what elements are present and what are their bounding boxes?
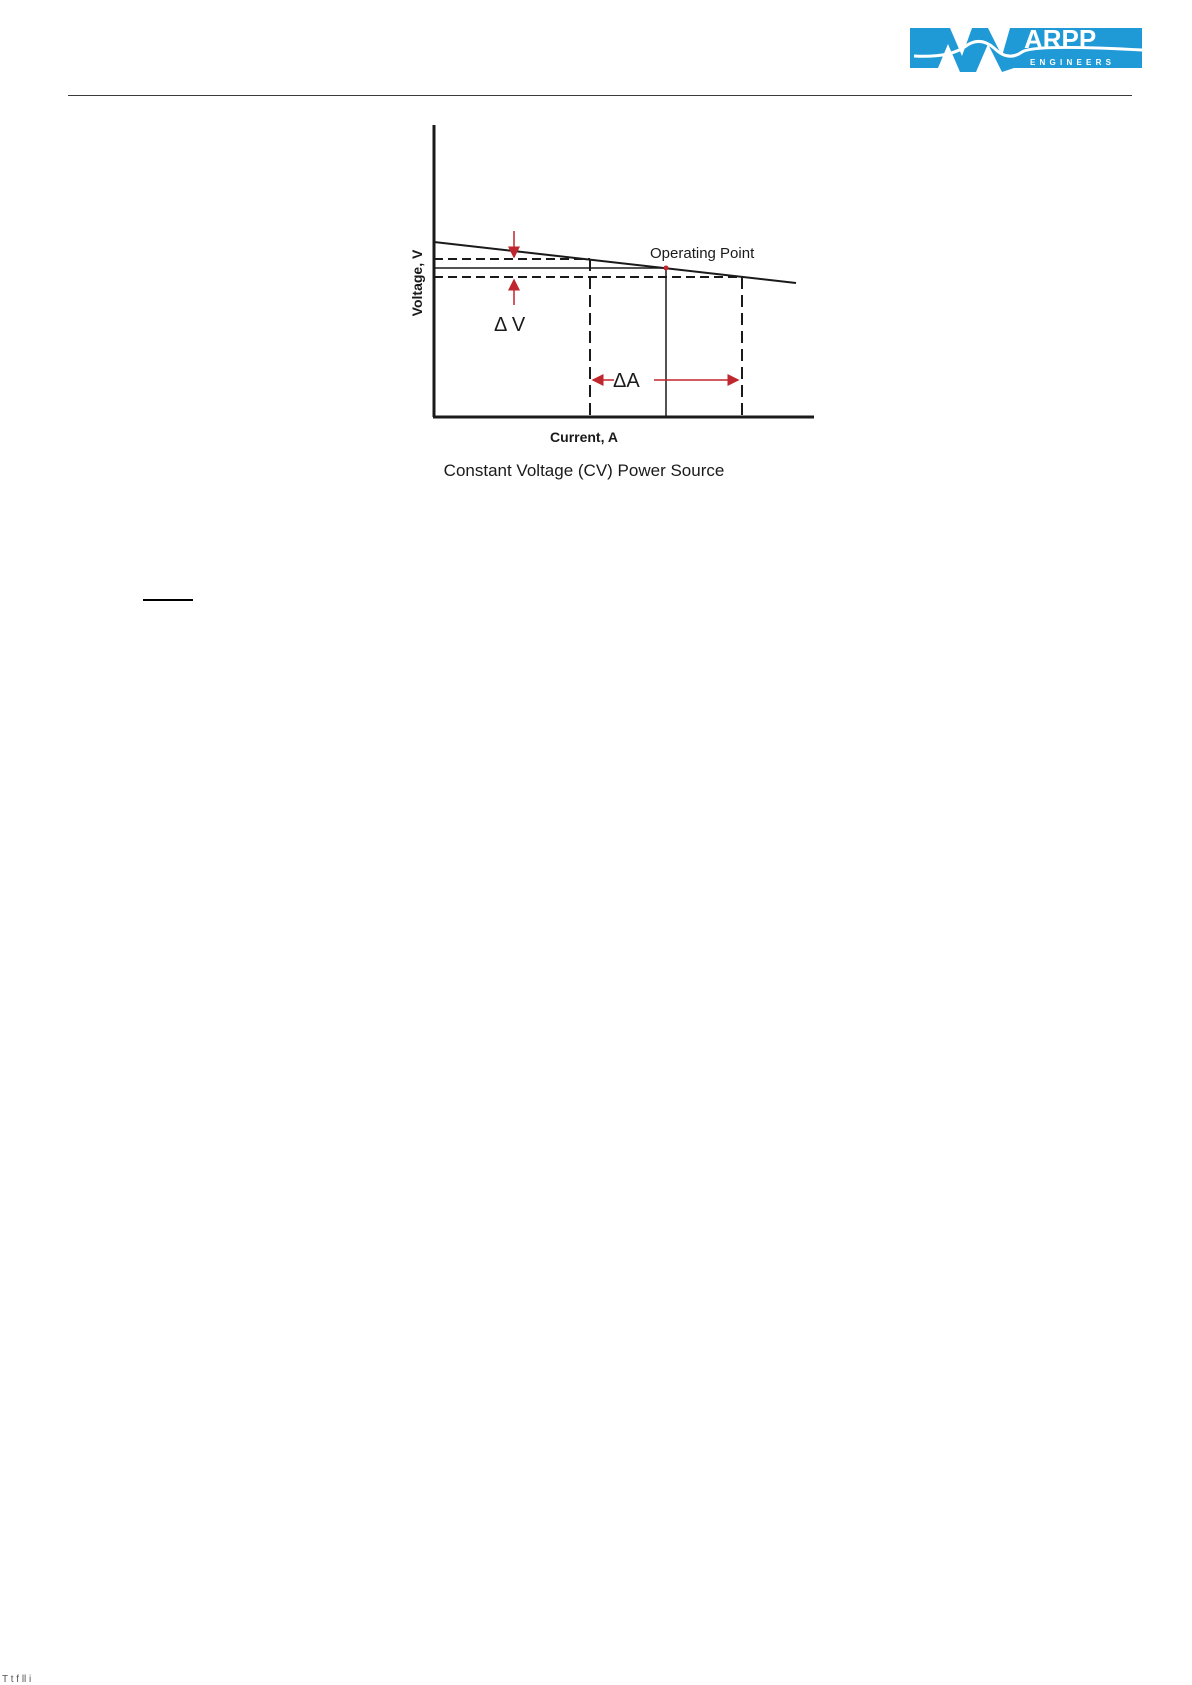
diagram-caption: Constant Voltage (CV) Power Source: [443, 461, 725, 480]
underlined-heading-fragment: [143, 599, 193, 601]
operating-point-marker: [664, 266, 669, 271]
header-divider: [68, 95, 1132, 96]
delta-v-label: Δ V: [494, 314, 526, 336]
cv-power-source-diagram: [400, 115, 820, 495]
operating-point-label: Operating Point: [650, 245, 755, 262]
y-axis-label: Voltage, V: [409, 249, 425, 317]
delta-a-label: ΔA: [613, 370, 640, 392]
warpp-logo-graphic: [910, 22, 1142, 78]
warpp-logo: [910, 22, 1142, 78]
cv-diagram-svg: [400, 115, 820, 495]
logo-text: ARPP: [1024, 24, 1097, 54]
x-axis-label: Current, A: [550, 429, 618, 445]
footer-text: T t f ll i: [2, 1674, 32, 1685]
logo-subtext: E N G I N E E R S: [1030, 58, 1112, 67]
